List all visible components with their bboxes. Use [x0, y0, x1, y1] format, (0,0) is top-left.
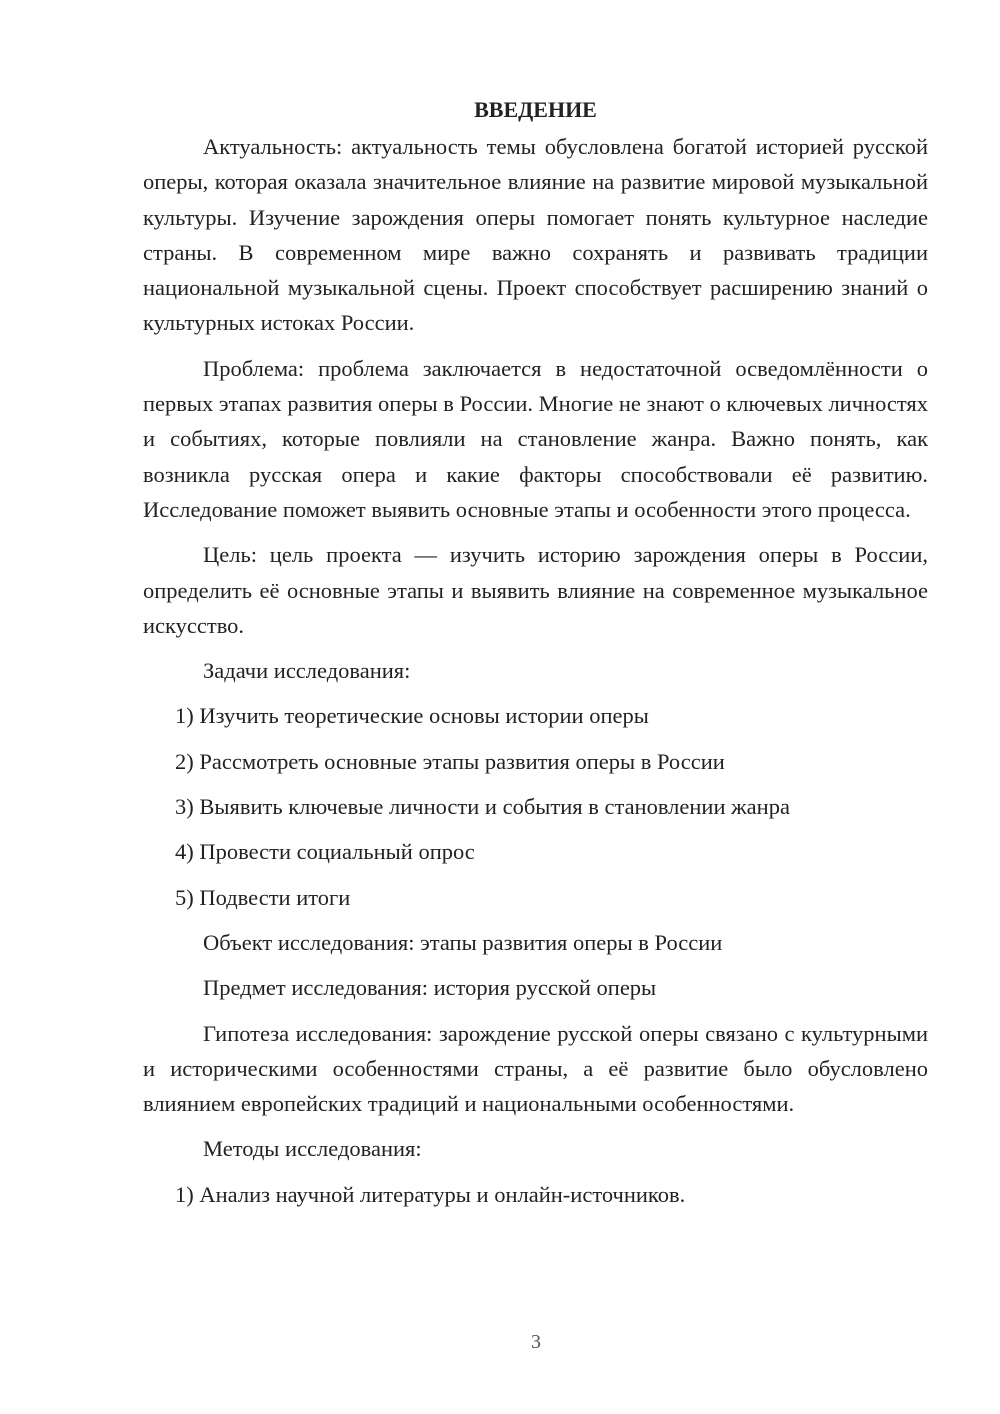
page-number: 3: [531, 1331, 541, 1353]
methods-heading: Методы исследования:: [203, 1136, 422, 1162]
task-item: 5) Подвести итоги: [175, 884, 351, 910]
tasks-list: [143, 698, 928, 914]
task-item: 2) Рассмотреть основные этапы развития оперы в России: [175, 748, 725, 774]
task-item: 1) Изучить теоретические основы истории оперы: [175, 703, 649, 729]
tasks-heading: Задачи исследования:: [203, 658, 411, 684]
relevance-paragraph: Актуальность: актуальность темы обусловлена богатой историей русской оперы, которая оказала значительное влияние на развитие мировой музыкальной культуры. Изучение зарождения оперы помогает понять культурное наследие страны. В современном мире важно сохранять и развивать традиции национальной музыкальной сцены. Проект способствует расширению знаний о культурных истоках России.: [143, 134, 928, 336]
hypothesis-paragraph: Гипотеза исследования: зарождение русской оперы связано с культурными и историческими особенностями страны, а её развитие было обусловлено влиянием европейских традиций и национальными особенностями.: [143, 1020, 928, 1117]
task-item: 4) Провести социальный опрос: [175, 839, 475, 865]
research-object: Объект исследования: этапы развития оперы в России: [203, 929, 723, 955]
goal-paragraph: Цель: цель проекта — изучить историю зарождения оперы в России, определить её основные этапы и выявить влияние на современное музыкальное искусство.: [143, 542, 928, 638]
methods-list: [143, 1177, 928, 1212]
task-item: 3) Выявить ключевые личности и события в становлении жанра: [175, 794, 790, 820]
section-title: ВВЕДЕНИЕ: [474, 97, 597, 122]
method-item: 1) Анализ научной литературы и онлайн-источников.: [175, 1181, 686, 1207]
problem-paragraph: Проблема: проблема заключается в недостаточной осведомлённости о первых этапах развития оперы в России. Многие не знают о ключевых личностях и событиях, которые повлияли на становление жанра. Важно понять, как возникла русская опера и какие факторы способствовали её развитию. Исследование поможет выявить основные этапы и особенности этого процесса.: [143, 355, 928, 522]
page-content: [143, 92, 928, 1222]
research-subject: Предмет исследования: история русской оперы: [203, 975, 657, 1001]
